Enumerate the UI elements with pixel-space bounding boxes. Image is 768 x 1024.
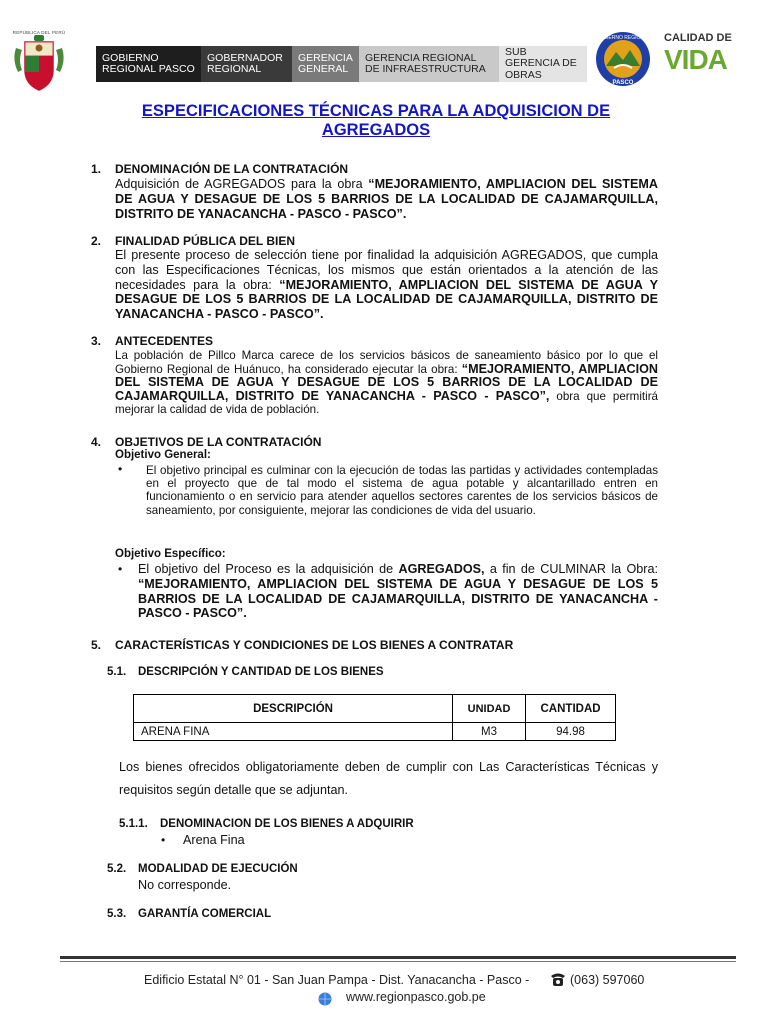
- banner-gobierno-regional: GOBIERNO REGIONAL PASCO: [96, 46, 201, 82]
- section-3-number: 3.: [91, 334, 102, 348]
- document-title: ESPECIFICACIONES TÉCNICAS PARA LA ADQUISICION DE AGREGADOS: [141, 102, 611, 139]
- objetivo-especifico-text: [138, 562, 658, 621]
- section-2-heading: FINALIDAD PÚBLICA DEL BIEN: [115, 234, 295, 248]
- table-header-row: [134, 695, 616, 723]
- footer-divider-thin: [60, 961, 736, 962]
- section-5-1-number: 5.1.: [107, 666, 127, 678]
- section-2-lead: El presente proceso de selección tiene por finalidad la adquisición AGREGADOS, que cumpla con las Especificaciones Técnicas, los mismos que están orientados a la atención de las necesidades para la obra:: [115, 248, 658, 292]
- section-1-number: 1.: [91, 162, 102, 176]
- section-1-heading: DENOMINACIÓN DE LA CONTRATACIÓN: [115, 162, 349, 176]
- section-2-body: [115, 248, 658, 322]
- bullet-dot: •: [118, 562, 123, 576]
- gobierno-regional-pasco-emblem: [594, 30, 652, 88]
- section-1-body: [115, 177, 658, 221]
- cell-cantidad: 94.98: [526, 723, 616, 741]
- emblem-text-top: GOBIERNO REGIONAL: [595, 35, 651, 41]
- objetivo-general-text: El objetivo principal es culminar con la ejecución de todas las partidas y actividades contempladas en el proyecto que de tal modo el sistema de agua potable y alcantarillado entren en funcionamiento o en servicio para atender aquellos sectores carentes de los servicios básicos de saneamiento, por consiguiente, mejorar las condiciones de vida del usuario.: [146, 464, 658, 517]
- column-header-cantidad: CANTIDAD: [526, 695, 616, 723]
- section-3-heading: ANTECEDENTES: [115, 334, 214, 348]
- esp-agregados: AGREGADOS,: [398, 562, 485, 576]
- footer-phone: (063) 597060: [570, 973, 645, 987]
- footer-website[interactable]: www.regionpasco.gob.pe: [346, 990, 486, 1004]
- cell-unidad: M3: [453, 723, 526, 741]
- section-4-heading: OBJETIVOS DE LA CONTRATACIÓN: [115, 435, 322, 449]
- section-2-project-name: “MEJORAMIENTO, AMPLIACION DEL SISTEMA DE AGUA Y DESAGUE DE LOS 5 BARRIOS DE LA LOCALIDAD DE CAJAMARQUILLA, DISTRITO DE YANACANCHA - PASCO - PASCO”.: [115, 277, 658, 322]
- section-5-heading: CARACTERÍSTICAS Y CONDICIONES DE LOS BIENES A CONTRATAR: [115, 638, 514, 652]
- section-4-number: 4.: [91, 435, 102, 449]
- regional-emblem-icon: [594, 30, 652, 88]
- section-3-lead: La población de Pillco Marca carece de los servicios básicos de saneamiento básico por lo que el Gobierno Regional de Huánuco, ha considerado ejecutar la obra:: [115, 349, 658, 376]
- section-3-project-name: “MEJORAMIENTO, AMPLIACION DEL SISTEMA DE AGUA Y DESAGUE DE LOS 5 BARRIOS DE LA LOCALIDAD DE CAJAMARQUILLA, DISTRITO DE YANACANCHA - PASCO - PASCO”,: [115, 361, 658, 403]
- institution-banner: [96, 46, 587, 82]
- calidad-de-vida-logo: [664, 30, 760, 80]
- phone-icon: [549, 971, 567, 987]
- section-3-body: [115, 349, 658, 417]
- peru-crest-logo: [10, 30, 68, 98]
- banner-gerencia-infraestructura: GERENCIA REGIONAL DE INFRAESTRUCTURA: [359, 46, 499, 82]
- section-5-2-heading: MODALIDAD DE EJECUCIÓN: [138, 863, 298, 875]
- calidad-de-text: CALIDAD DE: [664, 32, 732, 44]
- section-5-3-number: 5.3.: [107, 908, 127, 920]
- section-2-number: 2.: [91, 234, 102, 248]
- objetivo-general-label: Objetivo General:: [115, 449, 211, 461]
- section-1-project-name: “MEJORAMIENTO, AMPLIACION DEL SISTEMA DE AGUA Y DESAGUE DE LOS 5 BARRIOS DE LA LOCALIDAD DE CAJAMARQUILLA, DISTRITO DE YANACANCHA - PASCO - PASCO”.: [115, 177, 658, 221]
- banner-sub-gerencia: SUB GERENCIA DE OBRAS: [499, 46, 587, 82]
- emblem-text-bottom: PASCO: [612, 80, 634, 86]
- crest-title: REPÚBLICA DEL PERÚ: [12, 30, 66, 35]
- globe-icon: [318, 992, 332, 1006]
- bullet-dot: •: [118, 462, 123, 476]
- table-row: [134, 723, 616, 741]
- esp-project-name: “MEJORAMIENTO, AMPLIACION DEL SISTEMA DE AGUA Y DESAGUE DE LOS 5 BARRIOS DE LA LOCALIDAD DE CAJAMARQUILLA, DISTRITO DE YANACANCHA - PASCO - PASCO”.: [138, 576, 658, 621]
- item-arena-fina: Arena Fina: [183, 833, 245, 847]
- shield-icon: [10, 30, 68, 98]
- section-1-lead: Adquisición de AGREGADOS para la obra: [115, 177, 369, 191]
- column-header-unidad: UNIDAD: [453, 695, 526, 723]
- section-5-2-text: No corresponde.: [138, 878, 232, 892]
- esp-mid: a fin de CULMINAR la Obra:: [484, 562, 658, 576]
- section-5-2-number: 5.2.: [107, 863, 127, 875]
- footer-address: Edificio Estatal N° 01 - San Juan Pampa - Dist. Yanacancha - Pasco -: [144, 973, 530, 987]
- bienes-table: [133, 694, 616, 741]
- section-5-1-1-number: 5.1.1.: [119, 818, 148, 830]
- after-table-text: Los bienes ofrecidos obligatoriamente deben de cumplir con Las Características Técnicas y requisitos según detalle que se adjuntan.: [119, 760, 658, 797]
- section-5-number: 5.: [91, 638, 102, 652]
- vida-text: VIDA: [664, 44, 727, 75]
- section-5-1-1-heading: DENOMINACION DE LOS BIENES A ADQUIRIR: [160, 818, 414, 830]
- column-header-descripcion: DESCRIPCIÓN: [134, 695, 453, 723]
- section-5-1-heading: DESCRIPCIÓN Y CANTIDAD DE LOS BIENES: [138, 666, 384, 678]
- banner-gobernador: GOBERNADOR REGIONAL: [201, 46, 292, 82]
- section-5-3-heading: GARANTÍA COMERCIAL: [138, 908, 272, 920]
- cell-descripcion: ARENA FINA: [134, 723, 453, 741]
- objetivo-especifico-label: Objetivo Específico:: [115, 548, 226, 560]
- esp-lead: El objetivo del Proceso es la adquisición de: [138, 562, 399, 576]
- bullet-dot: •: [161, 833, 166, 847]
- banner-gerencia-general: GERENCIA GENERAL: [292, 46, 359, 82]
- footer-divider: [60, 956, 736, 959]
- section-3-tail: obra que permitirá mejorar la calidad de vida de población.: [115, 389, 659, 417]
